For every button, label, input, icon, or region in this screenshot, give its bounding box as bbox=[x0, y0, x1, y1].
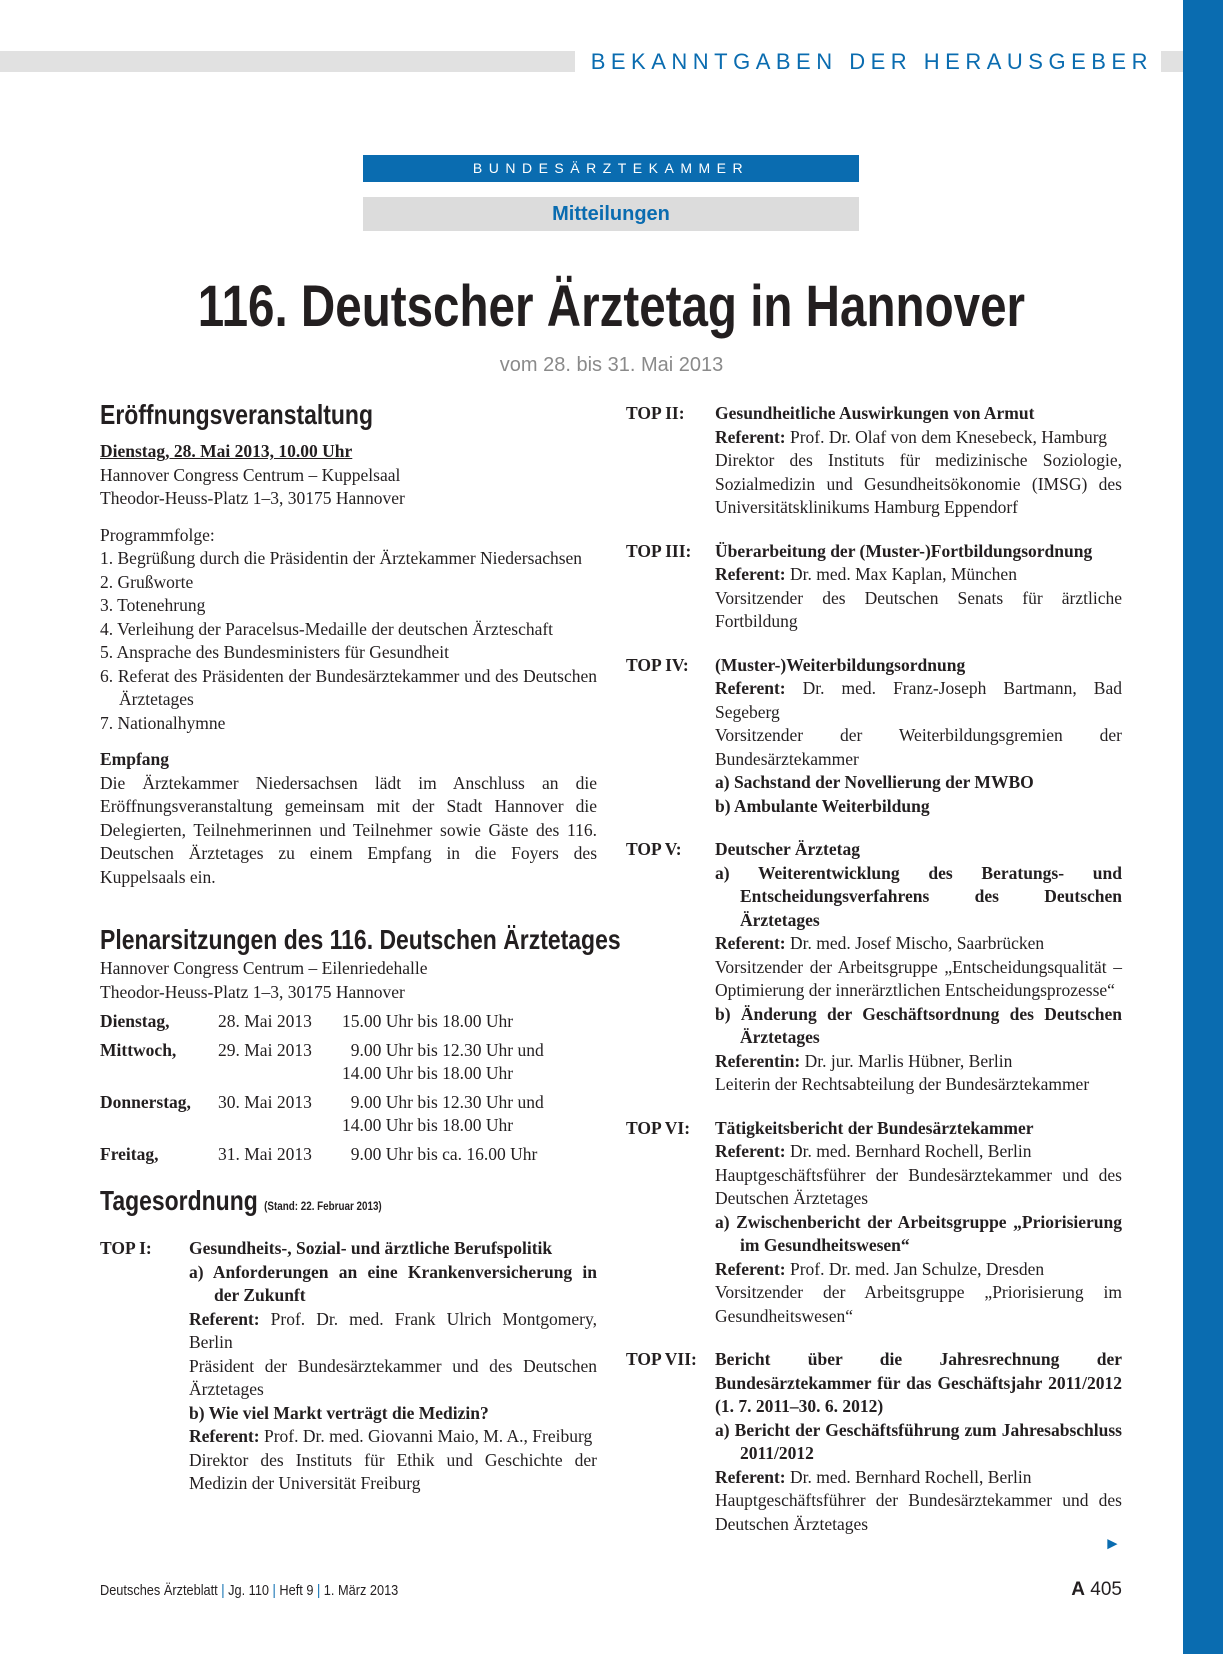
top-subitem: b) Ambulante Weiterbildung bbox=[715, 795, 930, 816]
top-subitem: b) Wie viel Markt verträgt die Medizin? bbox=[189, 1402, 489, 1423]
plenary-venue: Hannover Congress Centrum – Eilenriedehalle bbox=[100, 958, 428, 978]
top-referent: Referent: Prof. Dr. med. Giovanni Maio, M. A., Freiburg bbox=[189, 1426, 593, 1446]
top-label: TOP II: bbox=[626, 403, 685, 423]
top-referent: Referent: Dr. med. Bernhard Rochell, Berlin bbox=[715, 1466, 1032, 1487]
top-referent: Referent: Dr. med. Bernhard Rochell, Berlin bbox=[715, 1141, 1032, 1161]
session-day: Freitag, bbox=[100, 1143, 159, 1164]
top-role: Vorsitzender der Weiterbildungsgremien der Bundesärztekammer bbox=[715, 725, 1122, 769]
agenda-item-top6 bbox=[626, 1117, 1122, 1329]
top-role: Vorsitzender der Arbeitsgruppe „Priorisierung im Gesundheitswesen“ bbox=[715, 1282, 1122, 1326]
list-item: 7. Nationalhymne bbox=[100, 712, 226, 733]
footer-volume: Jg. 110 bbox=[228, 1583, 270, 1599]
top-referent: Referent: Dr. med. Josef Mischo, Saarbrücken bbox=[715, 933, 1045, 953]
top-label: TOP VII: bbox=[626, 1349, 697, 1369]
top-subitem: b) Änderung der Geschäftsordnung des Deutschen Ärztetages bbox=[715, 1003, 1122, 1047]
top-title: (Muster-)Weiterbildungsordnung bbox=[715, 654, 966, 675]
agenda-item-top2 bbox=[626, 402, 1122, 520]
footer-citation: Deutsches Ärzteblatt | Jg. 110 | Heft 9 | 1. März 2013 bbox=[100, 1583, 399, 1599]
right-column bbox=[626, 402, 1122, 1536]
session-day: Dienstag, bbox=[100, 1011, 170, 1031]
session-time: 9.00 Uhr bis 12.30 Uhr und 14.00 Uhr bis 18.00 Uhr bbox=[342, 1091, 544, 1135]
agenda-item-top4 bbox=[626, 654, 1122, 819]
list-item: 3. Totenehrung bbox=[100, 595, 206, 615]
session-date: 28. Mai 2013 bbox=[218, 1011, 312, 1031]
top-label: TOP IV: bbox=[626, 654, 689, 675]
list-item: 1. Begrüßung durch die Präsidentin der Ärztekammer Niedersachsen bbox=[100, 548, 583, 568]
top-role: Vorsitzender des Deutschen Senats für ärztliche Fortbildung bbox=[715, 587, 1122, 631]
plenary-heading: Plenarsitzungen des 116. Deutschen Ärztetages bbox=[100, 924, 621, 955]
opening-heading: Eröffnungsveranstaltung bbox=[100, 399, 373, 430]
organization-banner: BUNDESÄRZTEKAMMER bbox=[363, 155, 859, 182]
plenary-address: Theodor-Heuss-Platz 1–3, 30175 Hannover bbox=[100, 981, 405, 1002]
category-banner: Mitteilungen bbox=[363, 197, 859, 231]
top-referent: Referent: Prof. Dr. med. Jan Schulze, Dresden bbox=[715, 1258, 1045, 1279]
top-referent: Referent: Dr. med. Max Kaplan, München bbox=[715, 564, 1017, 584]
top-referent: Referent: Prof. Dr. Olaf von dem Knesebeck, Hamburg bbox=[715, 426, 1108, 447]
session-time: 9.00 Uhr bis 12.30 Uhr und 14.00 Uhr bis 18.00 Uhr bbox=[342, 1039, 544, 1083]
agenda-item-top7 bbox=[626, 1348, 1122, 1536]
session-time: 15.00 Uhr bis 18.00 Uhr bbox=[342, 1011, 514, 1031]
top-referent: Referent: Prof. Dr. med. Frank Ulrich Montgomery, Berlin bbox=[189, 1308, 597, 1352]
agenda-status: (Stand: 22. Februar 2013) bbox=[264, 1199, 382, 1213]
top-label: TOP III: bbox=[626, 540, 692, 561]
page-subtitle: vom 28. bis 31. Mai 2013 bbox=[499, 354, 724, 376]
top-label: TOP I: bbox=[100, 1238, 152, 1258]
page-number: A 405 bbox=[1071, 1579, 1122, 1600]
agenda-item-top5 bbox=[626, 838, 1122, 1097]
top-subitem: a) Weiterentwicklung des Beratungs- und Entscheidungsverfahrens des Deutschen Ärztetages bbox=[715, 862, 1122, 930]
section-label: BEKANNTGABEN DER HERAUSGEBER bbox=[575, 48, 1161, 75]
opening-date: Dienstag, 28. Mai 2013, 10.00 Uhr bbox=[100, 441, 353, 461]
top-subitem: a) Bericht der Geschäftsführung zum Jahresabschluss 2011/2012 bbox=[715, 1419, 1122, 1463]
opening-address: Theodor-Heuss-Platz 1–3, 30175 Hannover bbox=[100, 488, 405, 508]
footer-date: 1. März 2013 bbox=[323, 1583, 399, 1599]
top-role: Direktor des Instituts für Ethik und Geschichte der Medizin der Universität Freiburg bbox=[189, 1449, 597, 1493]
top-subitem: a) Anforderungen an eine Krankenversicherung in der Zukunft bbox=[189, 1261, 597, 1305]
agenda-item-top1 bbox=[100, 1237, 597, 1496]
left-column bbox=[100, 398, 621, 1496]
session-date: 30. Mai 2013 bbox=[218, 1091, 312, 1112]
list-item: 2. Grußworte bbox=[100, 571, 194, 592]
top-title: Gesundheits-, Sozial- und ärztliche Berufspolitik bbox=[189, 1238, 553, 1258]
page-title: 116. Deutscher Ärztetag in Hannover bbox=[197, 274, 1026, 339]
top-title: Gesundheitliche Auswirkungen von Armut bbox=[715, 403, 1035, 423]
top-referent: Referentin: Dr. jur. Marlis Hübner, Berlin bbox=[715, 1050, 1013, 1071]
program-list bbox=[100, 547, 597, 735]
table-row bbox=[100, 1091, 544, 1143]
top-role: Direktor des Instituts für medizinische Soziologie, Sozialmedizin und Gesundheitsökonomie (IMSG) des Universitätsklinikums Hamburg Eppendorf bbox=[715, 450, 1122, 517]
top-title: Bericht über die Jahresrechnung der Bundesärztekammer für das Geschäftsjahr 2011/2012 (1. 7. 2011–30. 6. 2012) bbox=[715, 1349, 1122, 1416]
continue-arrow-icon: ► bbox=[1104, 1534, 1121, 1553]
session-date: 29. Mai 2013 bbox=[218, 1039, 312, 1060]
side-color-bar bbox=[1183, 0, 1223, 1654]
list-item: 5. Ansprache des Bundesministers für Gesundheit bbox=[100, 642, 449, 662]
session-day: Mittwoch, bbox=[100, 1039, 177, 1060]
top-title: Tätigkeitsbericht der Bundesärztekammer bbox=[715, 1117, 1034, 1138]
opening-venue: Hannover Congress Centrum – Kuppelsaal bbox=[100, 464, 401, 485]
session-time: 9.00 Uhr bis ca. 16.00 Uhr bbox=[342, 1143, 538, 1164]
table-row bbox=[100, 1039, 544, 1091]
session-date: 31. Mai 2013 bbox=[218, 1143, 312, 1164]
reception-text: Die Ärztekammer Niedersachsen lädt im Anschluss an die Eröffnungsveranstaltung gemeinsam mit der Stadt Hannover die Delegierten, Teilnehmerinnen und Teilnehmer sowie Gäste des 116. Deutschen Ärztetages zu einem Empfang in die Foyers des Kuppelsaals ein. bbox=[100, 772, 597, 887]
top-subitem: a) Sachstand der Novellierung der MWBO bbox=[715, 772, 1034, 792]
footer-issue: Heft 9 bbox=[279, 1583, 314, 1599]
agenda-title: Tagesordnung bbox=[100, 1185, 258, 1216]
top-label: TOP VI: bbox=[626, 1117, 691, 1138]
session-day: Donnerstag, bbox=[100, 1091, 191, 1112]
top-role: Hauptgeschäftsführer der Bundesärztekammer und des Deutschen Ärztetages bbox=[715, 1164, 1122, 1208]
reception-heading: Empfang bbox=[100, 749, 170, 769]
top-title: Deutscher Ärztetag bbox=[715, 839, 860, 859]
top-role: Hauptgeschäftsführer der Bundesärztekammer und des Deutschen Ärztetages bbox=[715, 1490, 1122, 1534]
agenda-heading bbox=[100, 1184, 508, 1223]
top-role: Präsident der Bundesärztekammer und des Deutschen Ärztetages bbox=[189, 1355, 597, 1399]
top-subitem: a) Zwischenbericht der Arbeitsgruppe „Priorisierung im Gesundheitswesen“ bbox=[715, 1211, 1122, 1255]
footer-journal: Deutsches Ärzteblatt bbox=[100, 1583, 218, 1599]
list-item: 6. Referat des Präsidenten der Bundesärztekammer und des Deutschen Ärztetages bbox=[100, 665, 597, 709]
table-row bbox=[100, 1010, 544, 1039]
agenda-item-top3 bbox=[626, 540, 1122, 634]
top-role: Leiterin der Rechtsabteilung der Bundesärztekammer bbox=[715, 1074, 1090, 1094]
top-title: Überarbeitung der (Muster-)Fortbildungsordnung bbox=[715, 540, 1093, 561]
top-referent: Referent: Dr. med. Franz-Joseph Bartmann, Bad Segeberg bbox=[715, 678, 1122, 722]
program-label: Programmfolge: bbox=[100, 524, 215, 545]
session-table bbox=[100, 1010, 544, 1171]
table-row bbox=[100, 1143, 544, 1172]
list-item: 4. Verleihung der Paracelsus-Medaille der deutschen Ärzteschaft bbox=[100, 618, 554, 639]
top-role: Vorsitzender der Arbeitsgruppe „Entscheidungsqualität – Optimierung der innerärztlichen Entscheidungsprozesse“ bbox=[715, 956, 1122, 1000]
top-label: TOP V: bbox=[626, 839, 682, 859]
